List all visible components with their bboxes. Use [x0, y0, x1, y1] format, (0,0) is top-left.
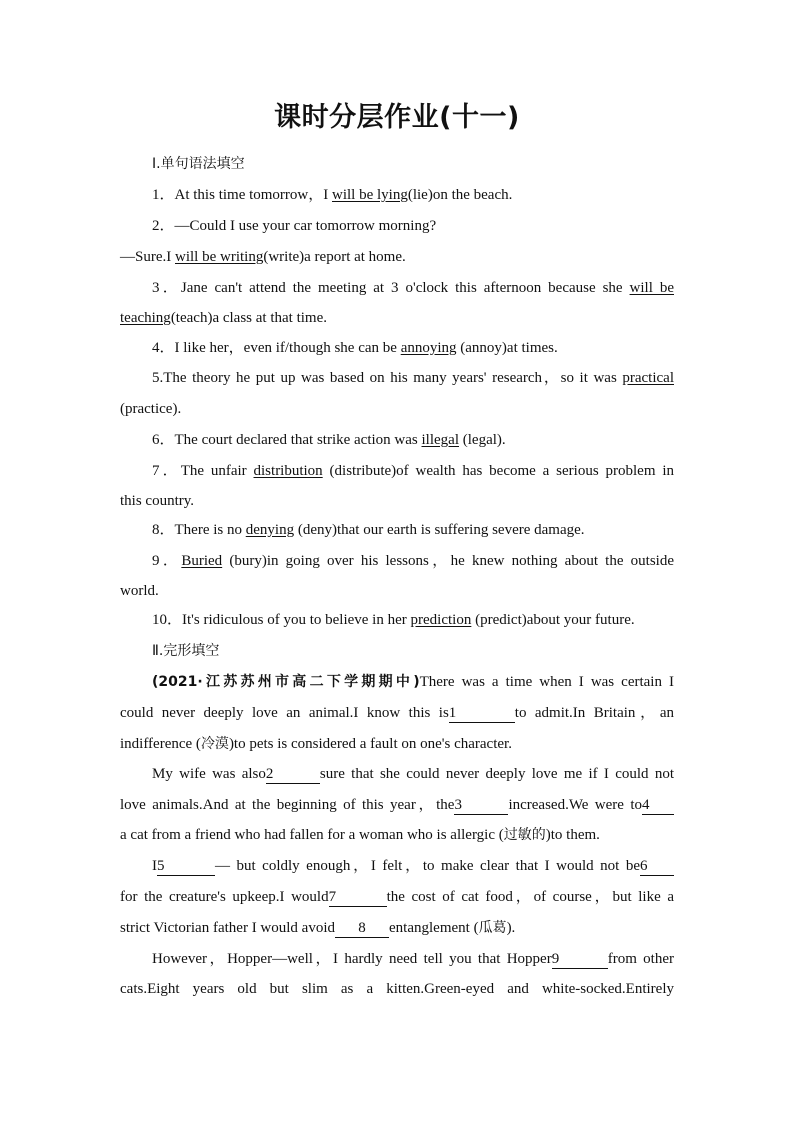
cloze-blank[interactable]: 6 — [640, 858, 674, 876]
passage-text: My wife was also — [152, 766, 266, 782]
cloze-blank[interactable]: 5 — [157, 858, 215, 876]
cloze-line-1 — [152, 672, 674, 692]
question-number: 2． — [152, 218, 175, 234]
passage-text: There was a time when I was certain I — [419, 674, 674, 690]
passage-text: )to pets is considered a fault on one's character. — [228, 736, 512, 752]
answer: will be writing — [175, 249, 264, 265]
section-heading-cloze: Ⅱ.完形填空 — [152, 643, 220, 659]
question-text: (lie)on the beach. — [407, 187, 513, 203]
answer: Buried — [181, 553, 223, 569]
passage-text: could never deeply love an animal.I know this is — [120, 705, 449, 721]
question-9-cont: world. — [120, 583, 159, 599]
question-text: —Sure.I — [120, 249, 175, 265]
question-number: 3． — [152, 280, 181, 296]
question-text: It's ridiculous of you to believe in her — [182, 612, 411, 628]
question-number: 1． — [152, 187, 175, 203]
passage-text: strict Victorian father I would avoid — [120, 920, 336, 936]
answer: prediction — [410, 612, 472, 628]
passage-text: the cost of cat food，of course，but like a — [386, 889, 674, 905]
question-8 — [152, 520, 674, 540]
question-3 — [152, 278, 674, 298]
passage-text: I — [152, 858, 157, 874]
cloze-line-8 — [120, 887, 674, 907]
passage-text: )to them. — [545, 827, 600, 843]
question-number: 7． — [152, 463, 181, 479]
answer: practical — [622, 370, 674, 386]
question-text: The court declared that strike action was — [174, 432, 422, 448]
passage-text: entanglement ( — [389, 920, 479, 936]
cloze-line-7 — [152, 856, 674, 876]
answer: illegal — [421, 432, 459, 448]
question-4 — [152, 338, 674, 358]
passage-text: for the creature's upkeep.I would — [120, 889, 329, 905]
passage-text: However，Hopper—well，I hardly need tell you that Hopper — [152, 951, 552, 967]
passage-text: increased.We were to — [508, 797, 643, 813]
question-9 — [152, 551, 674, 571]
question-text: (teach)a class at that time. — [170, 310, 327, 326]
answer: denying — [245, 522, 295, 538]
chinese-gloss: 瓜葛 — [478, 920, 507, 936]
cloze-line-9 — [120, 918, 674, 938]
question-text: (distribute)of wealth has become a serious problem in — [322, 463, 674, 479]
cloze-blank[interactable]: 3 — [454, 797, 508, 815]
cloze-blank[interactable]: 4 — [642, 797, 674, 815]
cloze-line-6 — [120, 825, 674, 845]
cloze-line-3 — [120, 734, 674, 754]
question-text: At this time tomorrow，I — [174, 187, 333, 203]
question-text: I like her，even if/though she can be — [174, 340, 401, 356]
question-text: (annoy)at times. — [456, 340, 558, 356]
cloze-blank[interactable]: 1 — [449, 705, 515, 723]
question-text: The unfair — [180, 463, 254, 479]
question-text: The theory he put up was based on his many years' research，so it was — [163, 370, 623, 386]
passage-text: love animals.And at the beginning of this year，the — [120, 797, 455, 813]
question-5-cont: (practice). — [120, 401, 182, 417]
question-text: There is no — [174, 522, 246, 538]
question-2-reply — [120, 247, 674, 267]
cloze-blank[interactable]: 9 — [552, 951, 608, 969]
cloze-line-5 — [120, 795, 674, 815]
question-7-cont: this country. — [120, 493, 195, 509]
cloze-line-4 — [152, 764, 674, 784]
answer: teaching — [120, 310, 171, 326]
question-3-cont — [120, 308, 674, 328]
passage-text: sure that she could never deeply love me if I could not — [319, 766, 675, 782]
passage-text: to admit.In Britain，an — [514, 705, 674, 721]
question-number: 9． — [152, 553, 182, 569]
passage-text: — but coldly enough，I felt，to make clear that I would not be — [215, 858, 640, 874]
cloze-line-10 — [152, 949, 674, 969]
question-text: —Could I use your car tomorrow morning? — [174, 218, 437, 234]
question-number: 5. — [152, 370, 164, 386]
question-1 — [152, 185, 674, 205]
question-text: (deny)that our earth is suffering severe damage. — [294, 522, 585, 538]
question-text: (write)a report at home. — [263, 249, 406, 265]
chinese-gloss: 过敏的 — [503, 827, 546, 843]
section-heading-grammar: Ⅰ.单句语法填空 — [152, 156, 245, 172]
answer: distribution — [253, 463, 323, 479]
question-10 — [152, 610, 674, 630]
question-5 — [152, 368, 674, 388]
cloze-line-2 — [120, 703, 674, 723]
cloze-blank[interactable]: 2 — [266, 766, 320, 784]
question-text: Jane can't attend the meeting at 3 o'clock this afternoon because she — [180, 280, 630, 296]
cloze-blank[interactable]: 8 — [335, 920, 389, 938]
question-text: (legal). — [459, 432, 506, 448]
question-text: (bury)in going over his lessons，he knew nothing about the outside — [222, 553, 674, 569]
passage-text: from other — [607, 951, 674, 967]
question-number: 6． — [152, 432, 175, 448]
passage-text: ). — [506, 920, 516, 936]
question-6 — [152, 430, 674, 450]
question-number: 10． — [152, 612, 183, 628]
cloze-blank[interactable]: 7 — [329, 889, 387, 907]
passage-text: indifference ( — [120, 736, 201, 752]
question-number: 4． — [152, 340, 175, 356]
answer: will be — [629, 280, 674, 296]
question-7 — [152, 461, 674, 481]
cloze-line-11: cats.Eight years old but slim as a kitten.Green-eyed and white-socked.Entirely — [120, 981, 674, 997]
source-label: (2021·江苏苏州市高二下学期期中) — [152, 674, 420, 690]
answer: annoying — [400, 340, 457, 356]
question-number: 8． — [152, 522, 175, 538]
answer: will be lying — [332, 187, 408, 203]
chinese-gloss: 冷漠 — [200, 736, 229, 752]
page-title: 课时分层作业(十一) — [274, 102, 520, 133]
question-text: (predict)about your future. — [471, 612, 635, 628]
question-2 — [152, 216, 674, 236]
passage-text: a cat from a friend who had fallen for a woman who is allergic ( — [120, 827, 504, 843]
